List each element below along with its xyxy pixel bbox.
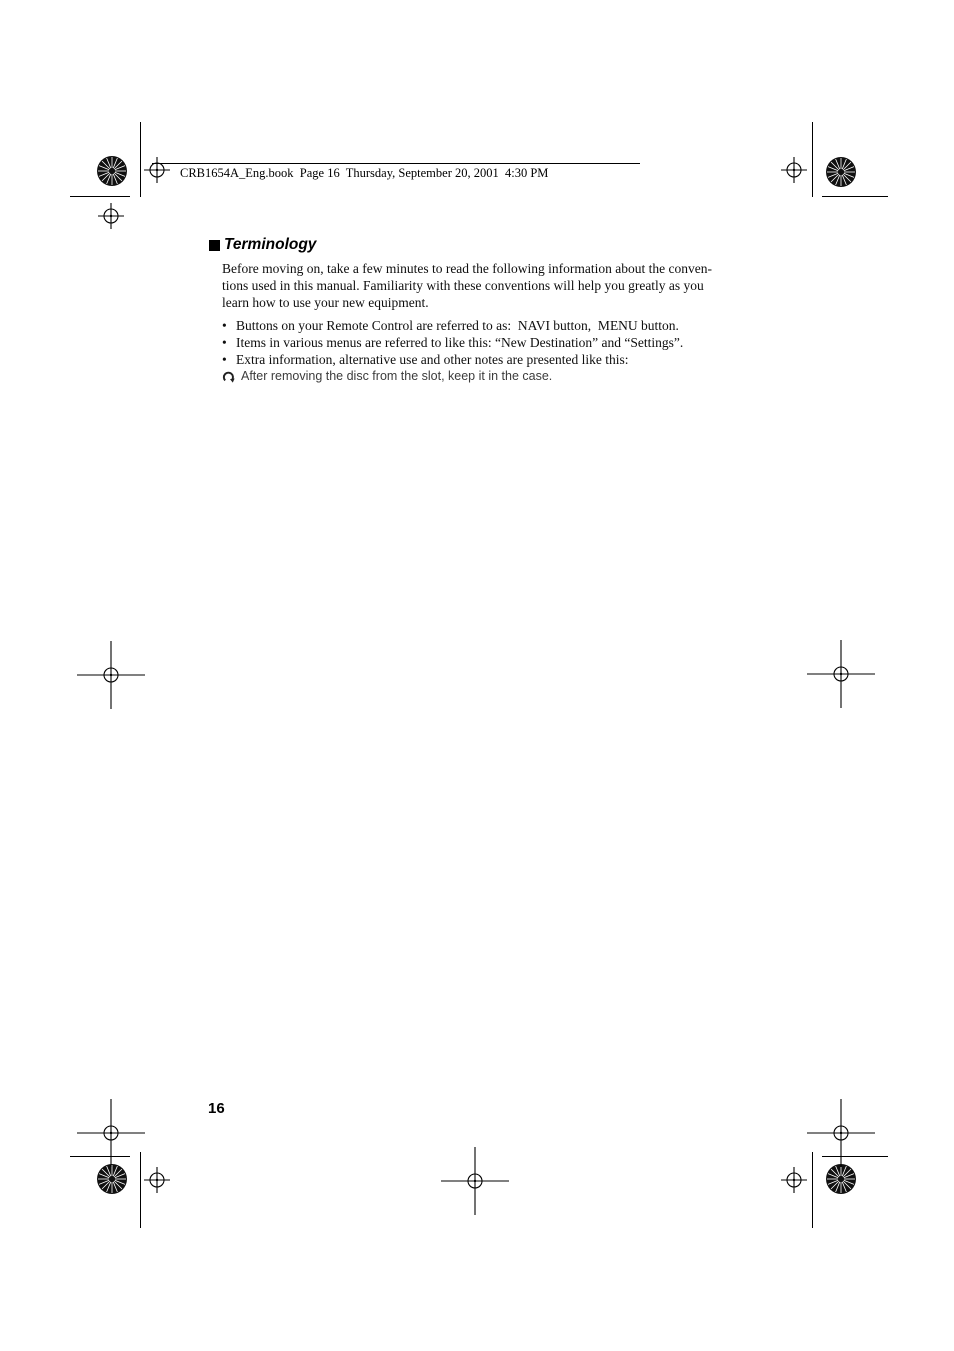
- registration-mark-icon: [781, 157, 807, 183]
- bullet-icon: •: [222, 352, 227, 367]
- registration-mark-icon: [807, 1099, 875, 1167]
- intro-line: tions used in this manual. Familiarity with these conventions will help you greatly as you: [222, 278, 704, 293]
- note-arrow-icon: [222, 370, 235, 383]
- page-number: 16: [208, 1100, 225, 1117]
- registration-mark-icon: [441, 1147, 509, 1215]
- bullet-text: Items in various menus are referred to like this: “New Destination” and “Settings”.: [236, 335, 684, 350]
- star-target-icon: [97, 1164, 127, 1194]
- section-title: Terminology: [224, 236, 317, 253]
- registration-mark-icon: [98, 203, 124, 229]
- list-item: [222, 317, 762, 334]
- section-marker-icon: [209, 240, 220, 251]
- star-target-icon: [97, 156, 127, 186]
- registration-mark-icon: [144, 157, 170, 183]
- note: [222, 369, 552, 383]
- print-stamp: CRB1654A_Eng.book Page 16 Thursday, September 20, 2001 4:30 PM: [180, 166, 549, 180]
- bullet-text: Extra information, alternative use and other notes are presented like this:: [236, 352, 629, 367]
- bullet-icon: •: [222, 335, 227, 350]
- list-item: [222, 334, 762, 351]
- registration-mark-icon: [77, 1099, 145, 1167]
- bullet-text: Buttons on your Remote Control are referred to as: NAVI button, MENU button.: [236, 318, 679, 333]
- registration-mark-icon: [144, 1167, 170, 1193]
- registration-mark-icon: [77, 641, 145, 709]
- star-target-icon: [826, 1164, 856, 1194]
- bullet-list: [222, 317, 762, 368]
- intro-line: Before moving on, take a few minutes to read the following information about the conven-: [222, 261, 712, 276]
- bullet-icon: •: [222, 318, 227, 333]
- registration-mark-icon: [781, 1167, 807, 1193]
- section-body: [222, 260, 762, 368]
- intro-line: learn how to use your new equipment.: [222, 295, 429, 310]
- list-item: [222, 351, 762, 368]
- registration-mark-icon: [807, 640, 875, 708]
- section-heading: [209, 236, 316, 254]
- note-text: After removing the disc from the slot, keep it in the case.: [241, 369, 553, 383]
- star-target-icon: [826, 157, 856, 187]
